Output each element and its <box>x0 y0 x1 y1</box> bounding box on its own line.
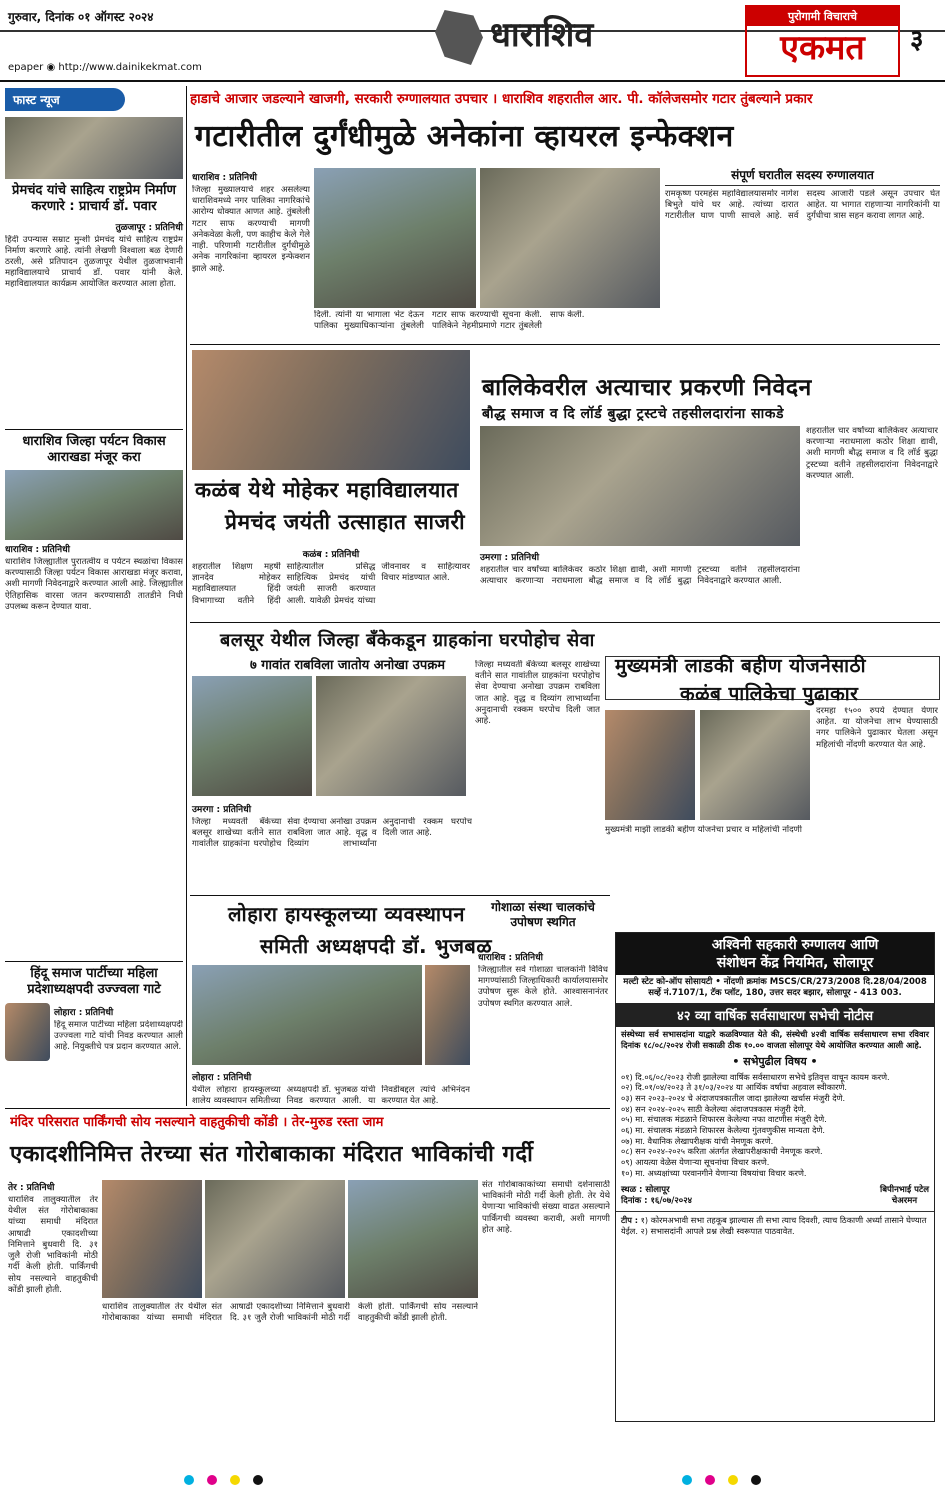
sidebar-headline-3: हिंदू समाज पार्टीच्या महिला प्रदेशाध्यक्षपदी उज्ज्वला गाटे <box>27 966 161 998</box>
issue-date: गुरुवार, दिनांक ०१ ऑगस्ट २०२४ <box>8 10 154 24</box>
yellow-mark <box>230 1475 240 1485</box>
cyan-mark <box>682 1475 692 1485</box>
bottom-photo-1 <box>102 1180 202 1298</box>
sidebar-divider <box>5 429 183 430</box>
epaper-url[interactable]: http://www.dainikekmat.com <box>58 62 202 73</box>
bottom-headline: एकादशीनिमित्त तेरच्या संत गोरोबाकाका मंदिरात भाविकांची गर्दी <box>10 1142 534 1167</box>
notice-signatory: बिपीनभाई पटेल <box>880 1185 929 1196</box>
notice-notes: १) कोरमअभावी सभा तहकूब झाल्यास ती सभा त्याच दिवशी, त्याच ठिकाणी अर्ध्या तासाने घेण्यात येईल. २) सभासदांनी आपले प्रश्न लेखी स्वरूपात पाठवावेत. <box>621 1215 927 1236</box>
bank-photo-2 <box>316 676 466 796</box>
bottom-photo-2 <box>205 1180 345 1298</box>
bottom-photo-3 <box>348 1180 478 1298</box>
black-mark <box>751 1475 761 1485</box>
notice-org <box>616 933 934 975</box>
bottom-body: धाराशिव तालुक्यातील तेर येथील संत गोरोबाकाका यांच्या समाधी मंदिरात आषाढी एकादशीच्या निमित्ताने बुधवारी दि. ३१ जुलै रोजी भाविकांनी मोठी गर्दी केली होती. पार्किंगची सोय नसल्याने वाहतुकीची कोंडी झाली होती. <box>8 1195 98 1295</box>
bank-headline: बलसूर येथील जिल्हा बँकेकडून ग्राहकांना घरपोहोच सेवा <box>220 630 595 651</box>
sidebar-body-1: हिंदी उपन्यास सम्राट मुन्शी प्रेमचंद यांचे साहित्य राष्ट्रप्रेम निर्माण करणारे आहे. त्यांनी लेखणी विश्वाला बळ देणारी ठरली, असे प्रतिपादन तुळजापूर येथील तुळजाभवानी महाविद्यालयाचे प्राचार्य डॉ. पवार यांनी केले. महाविद्यालयात कार्यक्रम आयोजित करण्यात आला होता. <box>5 234 183 290</box>
notice-agenda-title: • सभेपुढील विषय • <box>732 1054 818 1068</box>
bank-byline: उमरगा : प्रतिनिधी <box>192 805 252 815</box>
lead-box-body: रामकृष्ण परमहंस महाविद्यालयासमोर नागेश बिभुते यांचे घर आहे. त्यांच्या दारात गटारीतील घाण पाणी साचले आहे. सर्व सदस्य आजारी पडले असून उपचार घेत आहेत. या भागात राहणाऱ्या नागरिकांनी या दुर्गंधीचा त्रास सहन करावा लागत आहे. <box>665 189 940 222</box>
notice-intro: संस्थेच्या सर्व सभासदांना याद्वारे कळविण्यात येते की, संस्थेची ४२वी वार्षिक सर्वसाधारण सभा रविवार दिनांक १८/०८/२०२४ रोजी सकाळी ठीक १०.०० वाजता सोलापूर येथे आयोजित करण्यात आली आहे. <box>621 1029 929 1051</box>
atrocity-photo <box>480 426 800 546</box>
atrocity-headline: बालिकेवरील अत्याचार प्रकरणी निवेदन <box>482 375 812 401</box>
cm-headline-1: मुख्यमंत्री लाडकी बहीण योजनेसाठी <box>615 655 866 677</box>
notice-signatory-role: चेअरमन <box>891 1196 918 1207</box>
section-divider <box>190 622 940 623</box>
notice-agenda-list <box>616 1072 934 1179</box>
lead-box <box>665 168 940 357</box>
sidebar <box>5 88 183 1068</box>
masthead-bottom-rule <box>0 80 945 82</box>
cow-headline: गोशाळा संस्था चालकांचे उपोषण स्थगित <box>491 900 595 929</box>
agenda-item: ०२) दि.०१/०४/२०२३ ते ३१/०३/२०२४ या आर्थिक वर्षाचा अहवाल स्वीकारणे. <box>621 1082 847 1093</box>
section-title: धाराशिव <box>490 15 594 55</box>
agenda-item: ०९) आयत्या वेळेस येणाऱ्या सूचनांचा विचार करणे. <box>621 1157 770 1168</box>
notice-title: ४२ व्या वार्षिक सर्वसाधारण सभेची नोटीस <box>616 1003 934 1027</box>
globe-icon: ◉ <box>46 62 56 73</box>
lohara-byline: लोहारा : प्रतिनिधी <box>192 1073 252 1083</box>
sidebar-photo-1 <box>5 117 183 179</box>
cow-body: जिल्ह्यातील सर्व गोशाळा चालकांनी विविध मागण्यांसाठी जिल्हाधिकारी कार्यालयासमोर उपोषण सुरू केले होते. आश्वासनानंतर उपोषण स्थगित करण्यात आले. <box>478 965 608 1009</box>
agenda-item: ०५) मा. संचालक मंडळाने शिफारस केलेल्या नफा वाटणीस मंजुरी देणे. <box>621 1114 827 1125</box>
notice-footer <box>616 1178 934 1208</box>
yellow-mark <box>728 1475 738 1485</box>
sidebar-divider <box>5 961 183 962</box>
lohara-headline-2: समिती अध्यक्षपदी डॉ. भुजबळ <box>260 934 493 958</box>
sidebar-byline-2: धाराशिव : प्रतिनिधी <box>5 545 70 555</box>
bottom-body-cont: धाराशिव तालुक्यातील तेर येथील संत गोरोबाकाका यांच्या समाधी मंदिरात आषाढी एकादशीच्या निमित्ताने बुधवारी दि. ३१ जुलै रोजी भाविकांनी मोठी गर्दी केली होती. पार्किंगची सोय नसल्याने वाहतुकीची कोंडी झाली होती. <box>102 1302 478 1324</box>
agenda-item: ०७) मा. वैधानिक लेखापरीक्षक यांची नेमणूक करणे. <box>621 1135 774 1146</box>
sidebar-photo-2 <box>5 470 183 540</box>
brand-name: एकमत <box>780 28 865 68</box>
cyan-mark <box>184 1475 194 1485</box>
brand-logo <box>745 5 900 77</box>
bank-body-cont: जिल्हा मध्यवर्ती बँकेच्या बलसूर शाखेच्या वतीने सात गावांतील ग्राहकांना घरपोहोच सेवा देण्याचा अनोखा उपक्रम राबविला जात आहे. वृद्ध व दिव्यांग लाभार्थ्यांना अनुदानाची रक्कम घरपोच दिली जात आहे. <box>475 660 600 727</box>
section-divider <box>5 1108 610 1109</box>
page-number: ३ <box>910 25 924 55</box>
sidebar-byline-3: लोहारा : प्रतिनिधी <box>54 1007 114 1018</box>
cow-byline: धाराशिव : प्रतिनिधी <box>478 953 543 963</box>
atrocity-byline: उमरगा : प्रतिनिधी <box>480 553 540 563</box>
cm-body: दरमहा १५०० रुपये देण्यात येणार आहेत. या योजनेचा लाभ घेण्यासाठी नगर पालिकेने पुढाकार घेतला असून महिलांची नोंदणी करण्यात येत आहे. <box>816 706 938 750</box>
lead-photo-2 <box>480 168 660 308</box>
bank-body-wrap <box>192 800 472 877</box>
district-map-icon <box>435 10 483 65</box>
lohara-photo-2 <box>425 965 470 1065</box>
agenda-item: ०८) सन २०२४-२०२५ करिता अंतर्गत लेखापरीक्षकाची नेमणूक करणे. <box>621 1146 823 1157</box>
bank-body: जिल्हा मध्यवर्ती बँकेच्या बलसूर शाखेच्या वतीने सात गावांतील ग्राहकांना घरपोहोच सेवा देण्याचा अनोखा उपक्रम राबविला जात आहे. वृद्ध व दिव्यांग लाभार्थ्यांना अनुदानाची रक्कम घरपोच दिली जात आहे. <box>192 817 472 850</box>
black-mark <box>253 1475 263 1485</box>
notice-place: स्थळ : सोलापूर <box>621 1185 670 1196</box>
notice-date: दिनांक : १६/०७/२०२४ <box>621 1196 693 1207</box>
atrocity-body: शहरातील चार वर्षांच्या बालिकेवर अत्याचार करणाऱ्या नराधमाला कठोर शिक्षा द्यावी, अशी मागणी बौद्ध समाज व दि लॉर्ड बुद्धा ट्रस्टच्या वतीने तहसीलदारांना निवेदनाद्वारे करण्यात आली. <box>480 565 800 587</box>
bottom-byline: तेर : प्रतिनिधी <box>8 1183 55 1193</box>
lohara-photo-1 <box>192 965 422 1065</box>
agm-notice <box>615 932 935 1422</box>
fast-news-label: फास्ट न्यूज <box>5 88 125 111</box>
column-divider <box>186 86 187 1106</box>
agenda-item: ०३) सन २०२३-२०२४ चे अंदाजपत्रकातील जादा झालेल्या खर्चास मंजुरी देणे. <box>621 1093 846 1104</box>
registration-marks <box>0 1470 945 1482</box>
bank-photo-1 <box>192 676 312 796</box>
lead-column-1 <box>192 168 310 353</box>
sidebar-byline-1: तुळजापूर : प्रतिनिधी <box>115 222 183 233</box>
sidebar-headline-1: प्रेमचंद यांचे साहित्य राष्ट्रप्रेम निर्माण करणारे : प्राचार्य डॉ. पवार <box>12 183 176 215</box>
kalamb-headline-2: प्रेमचंद जयंती उत्साहात साजरी <box>225 510 466 534</box>
agenda-item: ०६) मा. संचालक मंडळाने शिफारस केलेल्या गुंतवणुकीस मान्यता देणे. <box>621 1125 825 1136</box>
atrocity-body-wrap <box>480 548 800 631</box>
sidebar-portrait <box>5 1003 50 1061</box>
kalamb-body: शहरातील शिक्षण महर्षी ज्ञानदेव मोहेकर महाविद्यालयात हिंदी विभागाच्या वतीने हिंदी साहित्यातील प्रसिद्ध साहित्यिक प्रेमचंद यांची जयंती साजरी करण्यात आली. यावेळी प्रेमचंद यांच्या जीवनावर व साहित्यावर विचार मांडण्यात आले. <box>192 562 470 606</box>
brand-tagline: पुरोगामी विचाराचे <box>747 7 898 26</box>
agenda-item: ०४) सन २०२४-२०२५ साठी केलेल्या अंदाजपत्रकास मंजुरी देणे. <box>621 1103 807 1114</box>
kalamb-photo <box>192 350 470 470</box>
lead-box-title: संपूर्ण घरातील सदस्य रुग्णालयात <box>665 168 940 186</box>
sidebar-headline-2: धाराशिव जिल्हा पर्यटन विकास आराखडा मंजूर करा <box>22 433 166 465</box>
section-divider <box>190 895 610 896</box>
cm-photo-2 <box>700 710 810 820</box>
atrocity-subhead: बौद्ध समाज व दि लॉर्ड बुद्धा ट्रस्टचे तहसीलदारांना साकडे <box>482 406 784 422</box>
kalamb-headline-1: कळंब येथे मोहेकर महाविद्यालयात <box>195 478 459 502</box>
lohara-body: येथील लोहारा हायस्कूलच्या शालेय व्यवस्थापन समितीच्या अध्यक्षपदी डॉ. भुजबळ यांची निवड करण्यात आली. या निवडीबद्दल त्यांचे अभिनंदन करण्यात येत आहे. <box>192 1085 470 1107</box>
lead-kicker: हाडाचे आजार जडल्याने खाजगी, सरकारी रुग्णालयात उपचार । धाराशिव शहरातील आर. पी. कॉलेजसमोर गटार तुंबल्याने प्रकार <box>190 91 813 107</box>
lead-photo-1 <box>314 168 476 308</box>
notice-org-line2: संशोधन केंद्र नियमित, सोलापूर <box>716 955 874 972</box>
agenda-item: १०) मा. अध्यक्षांच्या परवानगीने येणाऱ्या विषयांचा विचार करणे. <box>621 1167 807 1178</box>
bottom-body-2: संत गोरोबाकाकांच्या समाधी दर्शनासाठी भाविकांनी मोठी गर्दी केली होती. तेर येथे येणाऱ्या भाविकांची संख्या वाढत असल्याने पार्किंगची व्यवस्था करावी, अशी मागणी होत आहे. <box>482 1180 610 1235</box>
kalamb-byline: कळंब : प्रतिनिधी <box>302 550 360 560</box>
cm-headline-2: कळंब पालिकेचा पुढाकार <box>680 683 859 705</box>
lead-body-1: जिल्हा मुख्यालयाचे शहर असलेल्या धाराशिवमध्ये नगर पालिका नागरिकांचे आरोग्य धोक्यात आणत आहे. तुंबलेली गटार साफ करण्याची मागणी अनेकवेळा केली, पण काहीच केले गेले नाही. परिणामी गटारीतील दुर्गंधीमुळे अनेक नागरिकांना व्हायरल इन्फेक्शन झाले आहे. <box>192 185 310 274</box>
notice-note-title: टीप : <box>621 1215 639 1226</box>
agenda-item: ०१) दि.०६/०८/२०२३ रोजी झालेल्या वार्षिक सर्वसाधारण सभेचे इतिवृत्त वाचून कायम करणे. <box>621 1071 890 1082</box>
notice-address-2: सर्व्हे नं.7107/1, टॅक प्लॉट, 180, उत्तर सदर बझार, सोलापूर - 413 003. <box>648 988 902 999</box>
magenta-mark <box>207 1475 217 1485</box>
lead-body-2: दिली. त्यांनी या भागाला भेट देऊन पालिका मुख्याधिकाऱ्यांना तुंबलेली गटार साफ करण्याची सूचना केली. पालिकेने नेहमीप्रमाणे गटार तुंबलेली साफ केली. <box>314 310 585 332</box>
lead-byline: धाराशिव : प्रतिनिधी <box>192 173 257 183</box>
sidebar-body-3: हिंदू समाज पार्टीच्या महिला प्रदेशाध्यक्षपदी उज्ज्वला गाटे यांची निवड करण्यात आली आहे. नियुक्तीचे पत्र प्रदान करण्यात आले. <box>54 1019 183 1052</box>
lead-headline: गटारीतील दुर्गंधीमुळे अनेकांना व्हायरल इन्फेक्शन <box>195 119 734 154</box>
sidebar-body-2: धाराशिव जिल्ह्यातील पुरातत्वीय व पर्यटन स्थळांचा विकास करण्यासाठी जिल्हा पर्यटन विकास आराखडा मंजूर करावा, अशी मागणी निवेदनाद्वारे करण्यात आली आहे. जिल्ह्यातील ऐतिहासिक वारसा जतन करण्यासाठी तातडीने निधी उपलब्ध करून देण्यात यावा. <box>5 557 183 612</box>
bottom-body-wrap <box>8 1178 98 1450</box>
notice-org-line1: अश्विनी सहकारी रुग्णालय आणि <box>711 937 879 953</box>
cm-photo-1 <box>605 710 695 820</box>
bank-subhead: ७ गावांत राबविला जातोय अनोखा उपक्रम <box>250 658 446 673</box>
kalamb-body-wrap <box>192 545 470 630</box>
magenta-mark <box>705 1475 715 1485</box>
atrocity-body-cont: शहरातील चार वर्षांच्या बालिकेवर अत्याचार करणाऱ्या नराधमाला कठोर शिक्षा द्यावी, अशी मागणी बौद्ध समाज व दि लॉर्ड बुद्धा ट्रस्टच्या वतीने तहसीलदारांना निवेदनाद्वारे करण्यात आली. <box>806 426 938 481</box>
epaper-text: epaper <box>8 62 44 73</box>
cm-caption: मुख्यमंत्री माझी लाडकी बहीण योजनेचा प्रचार व महिलांची नोंदणी <box>605 825 802 835</box>
notice-address <box>616 975 934 1001</box>
section-divider <box>190 344 940 345</box>
notice-address-1: मल्टी स्टेट को-ऑप सोसायटी • नोंदणी क्रमांक MSCS/CR/273/2008 दि.28/04/2008 <box>623 977 927 988</box>
epaper-label <box>8 62 202 73</box>
bottom-kicker: मंदिर परिसरात पार्किंगची सोय नसल्याने वाहतुकीची कोंडी । तेर-मुरुड रस्ता जाम <box>10 1115 384 1130</box>
lohara-headline-1: लोहारा हायस्कूलच्या व्यवस्थापन <box>228 902 465 926</box>
